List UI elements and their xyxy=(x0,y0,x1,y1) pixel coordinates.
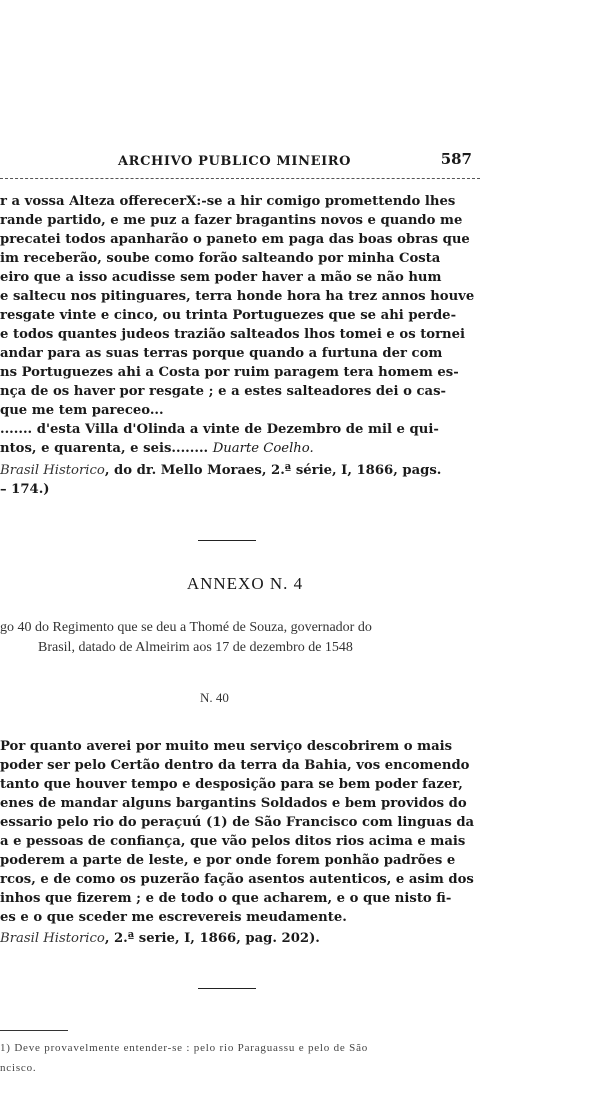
letter-line: eiro que a isso acudisse sem poder haver a mão se não hum xyxy=(0,270,442,285)
source-citation-continued: – 174.) xyxy=(0,482,50,497)
letter-line: ns Portuguezes ahi a Costa por ruim paragem tera homem es- xyxy=(0,365,459,380)
footnote-rule xyxy=(0,1030,68,1031)
source-details: , 2.ª serie, I, 1866, pag. 202). xyxy=(104,931,320,946)
regimento-line: poderem a parte de leste, e por onde forem ponhão padrões e xyxy=(0,853,456,868)
signature: Duarte Coelho. xyxy=(212,441,314,456)
letter-line: im receberão, soube como forão salteando por minha Costa xyxy=(0,251,441,266)
annex-subtitle: go 40 do Regimento que se deu a Thomé de Souza, governador do xyxy=(0,620,372,635)
section-separator xyxy=(198,988,256,989)
source-citation xyxy=(0,930,320,948)
letter-line: e todos quantes judeos trazião salteados lhos tomei e os tornei xyxy=(0,327,466,342)
regimento-line: Por quanto averei por muito meu serviço descobrirem o mais xyxy=(0,739,453,754)
annex-title: ANNEXO N. 4 xyxy=(186,574,304,593)
section-separator xyxy=(198,540,256,541)
footnote-text: ncisco. xyxy=(0,1062,37,1074)
letter-line: que me tem pareceo... xyxy=(0,403,164,418)
annex-subtitle: Brasil, datado de Almeirim aos 17 de dezembro de 1548 xyxy=(38,640,353,655)
footnote-text: 1) Deve provavelmente entender-se : pelo rio Paraguassu e pelo de São xyxy=(0,1042,369,1054)
regimento-line: a e pessoas de confiança, que vão pelos ditos rios acima e mais xyxy=(0,834,466,849)
letter-line: rande partido, e me puz a fazer bragantins novos e quando me xyxy=(0,213,463,228)
letter-line: e saltecu nos pitinguares, terra honde hora ha trez annos houve xyxy=(0,289,475,304)
regimento-line: enes de mandar alguns bargantins Soldados e bem providos do xyxy=(0,796,467,811)
letter-line: ntos, e quarenta, e seis........ xyxy=(0,441,213,456)
letter-line: r a vossa Alteza offerecerX:-se a hir comigo promettendo lhes xyxy=(0,194,456,209)
letter-closing xyxy=(0,440,314,458)
regimento-line: es e o que sceder me escrevereis meudamente. xyxy=(0,910,347,925)
source-title: Brasil Historico xyxy=(0,931,105,946)
header-rule xyxy=(0,178,480,179)
source-citation xyxy=(0,462,441,480)
source-title: Brasil Historico xyxy=(0,463,105,478)
letter-line: nça de os haver por resgate ; e a estes salteadores dei o cas- xyxy=(0,384,446,399)
regimento-line: essario pelo rio do peraçuú (1) de São Francisco com linguas da xyxy=(0,815,475,830)
source-details: , do dr. Mello Moraes, 2.ª série, I, 1866, pags. xyxy=(104,463,442,478)
page-header xyxy=(110,150,480,176)
page-number: 587 xyxy=(440,150,472,168)
letter-line: precatei todos apanharão o paneto em paga das boas obras que xyxy=(0,232,470,247)
regimento-line: rcos, e de como os puzerão fação asentos autenticos, e asim dos xyxy=(0,872,474,887)
regimento-line: tanto que houver tempo e desposição para se bem poder fazer, xyxy=(0,777,463,792)
letter-line: ....... d'esta Villa d'Olinda a vinte de Dezembro de mil e qui- xyxy=(0,422,439,437)
regimento-line: inhos que fizerem ; e de todo o que acharem, e o que nisto fi- xyxy=(0,891,452,906)
regimento-line: poder ser pelo Certão dentro da terra da Bahia, vos encomendo xyxy=(0,758,470,773)
letter-line: andar para as suas terras porque quando a furtuna der com xyxy=(0,346,443,361)
letter-line: resgate vinte e cinco, ou trinta Portuguezes que se ahi perde- xyxy=(0,308,457,323)
section-number: N. 40 xyxy=(200,690,229,705)
running-title: ARCHIVO PUBLICO MINEIRO xyxy=(118,154,352,169)
